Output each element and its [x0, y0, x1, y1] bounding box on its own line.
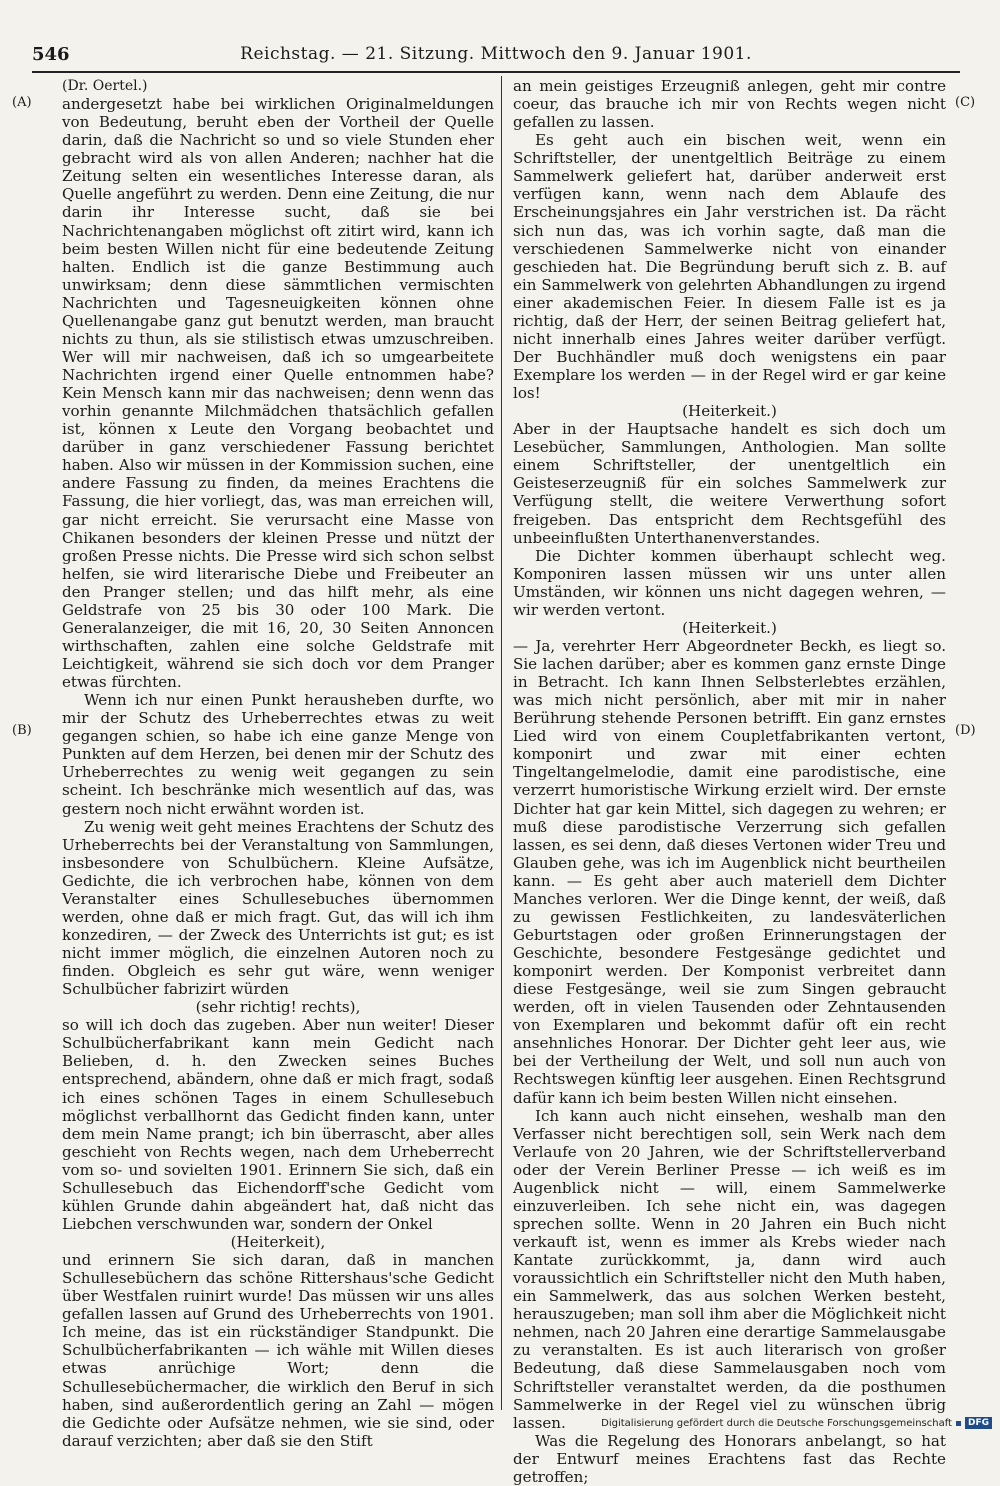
- interjection: (sehr richtig! rechts),: [195, 998, 361, 1017]
- margin-marker-d: (D): [955, 723, 976, 738]
- paragraph: — Ja, verehrter Herr Abgeordneter Beckh, es liegt so. Sie lachen darüber; aber es kommen ganz ernste Dinge in Betracht. Ich kann Ihnen Selbsterlebtes erzählen, was mich nicht persönlich, aber mit mir in naher Berührung stehende Personen betrifft. Ein ganz ernstes Lied wird von einem Coupletfabrikanten vertont, komponirt und zwar mit einer echten Tingeltangelmelodie, damit eine parodistische, eine verzerrt humoristische Wirkung erzielt wird. Der ernste Dichter hat gar kein Mittel, sich dagegen zu wehren; er muß diese parodistische Verzerrung sich gefallen lassen, es sei denn, daß dieses Vertonen wider Treu und Glauben gehe, was ich im Augenblick nicht beurtheilen kann. — Es geht aber auch materiell dem Dichter Manches verloren. Wer die Dinge kennt, der weiß, daß zu gewissen Festlichkeiten, zu landesväterlichen Geburtstagen oder großen Erinnerungstagen der Geschichte, besondere Festgesänge gedichtet und komponirt werden. Der Komponist verbreitet dann diese Festgesänge, weil sie zum Singen gebraucht werden, oft in vielen Tausenden oder Zehntausenden von Exemplaren und bekommt dafür oft ein recht ansehnliches Honorar. Der Dichter geht leer aus, wie bei der Vertheilung der Welt, und soll nun auch von Rechtswegen künftig leer ausgehen. Einen Rechtsgrund dafür kann ich beim besten Willen nicht einsehen.: [513, 636, 946, 1107]
- paragraph: Es geht auch ein bischen weit, wenn ein Schriftsteller, der unentgeltlich Beiträge zu einem Sammelwerk geliefert hat, darüber anderweit erst verfügen kann, wenn nach dem Ablaufe des Erscheinungsjahres ein Jahr verstrichen ist. Da rächt sich nun das, was ich vorhin sagte, daß man die verschiedenen Sammelwerke nicht von einander geschieden hat. Die Begründung beruft sich z. B. auf ein Sammelwerk von gelehrten Abhandlungen zu irgend einer akademischen Feier. In diesem Falle ist es ja richtig, daß der Herr, der seinen Beitrag geliefert hat, nicht innerhalb eines Jahres weiter darüber verfügt. Der Buchhändler muß doch wenigstens ein paar Exemplare los werden — in der Regel wird er gar keine los!: [513, 131, 946, 403]
- paragraph: Aber in der Hauptsache handelt es sich doch um Lesebücher, Sammlungen, Anthologien. Man sollte einem Schriftsteller, der unentgeltlich ein Geisteserzeugniß für ein solches Sammelwerk zur Verfügung stellt, die weitere Verwerthung sofort freigeben. Das entspricht dem Rechtsgefühl des unbeeinflußten Unterthanenverstandes.: [513, 420, 946, 547]
- running-head: Reichstag. — 21. Sitzung. Mittwoch den 9. Januar 1901.: [240, 44, 752, 64]
- page-number: 546: [32, 44, 70, 65]
- paragraph: so will ich doch das zugeben. Aber nun weiter! Dieser Schulbücherfabrikant kann mein Gedicht nach Belieben, d. h. den Zwecken seines Buches entsprechend, abändern, ohne daß er mich fragt, sodaß ich eines schönen Tages in einem Schullesebuch möglichst verballhornt das Gedicht finden kann, unter dem mein Name prangt; ich bin überrascht, aber alles geschieht von Rechts wegen, nach dem Urheberrecht vom so- und sovielten 1901. Erinnern Sie sich, daß ein Schullesebuch das Eichendorff'sche Gedicht vom kühlen Grunde dahin abgeändert hat, daß nicht das Liebchen verschwunden war, sondern der Onkel: [62, 1016, 494, 1233]
- speaker-name: (Dr. Oertel.): [62, 78, 148, 94]
- margin-marker-b: (B): [12, 723, 32, 738]
- credit-text: Digitalisierung gefördert durch die Deutsche Forschungsgemeinschaft: [601, 1418, 952, 1429]
- digitization-credit: [601, 1417, 992, 1429]
- paragraph: Zu wenig weit geht meines Erachtens der Schutz des Urheberrechts bei der Veranstaltung von Sammlungen, insbesondere von Schulbüchern. Kleine Aufsätze, Gedichte, die ich verbrochen habe, können von dem Veranstalter eines Schullesebuches übernommen werden, ohne daß er mich fragt. Gut, das will ich ihm konzediren, — der Zweck des Unterrichts ist gut; es ist nicht immer möglich, die einzelnen Autoren noch zu finden. Obgleich es sehr gut wäre, wenn weniger Schulbücher fabrizirt würden: [62, 817, 494, 999]
- left-column: [62, 77, 494, 1450]
- dfg-logo: DFG: [965, 1417, 992, 1429]
- column-divider: [501, 76, 502, 1410]
- header-rule: [32, 71, 960, 73]
- paragraph: an mein geistiges Erzeugniß anlegen, geht mir contre coeur, das brauche ich mir von Rechts wegen nicht gefallen zu lassen.: [513, 77, 946, 132]
- margin-marker-c: (C): [955, 95, 976, 110]
- margin-marker-a: (A): [12, 95, 32, 110]
- running-header: [32, 44, 960, 68]
- interjection: (Heiterkeit),: [230, 1233, 326, 1251]
- paragraph: Wenn ich nur einen Punkt herausheben durfte, wo mir der Schutz des Urheberrechtes etwas zu weit gegangen schien, so habe ich eine ganze Menge von Punkten auf dem Herzen, bei denen mir der Schutz des Urheberrechtes zu wenig weit gegangen zu sein scheint. Ich beschränke mich wesentlich auf das, was gestern noch nicht erwähnt worden ist.: [62, 691, 494, 818]
- right-column: [513, 77, 946, 1486]
- interjection: (Heiterkeit.): [682, 618, 777, 637]
- paragraph: andergesetzt habe bei wirklichen Originalmeldungen von Bedeutung, beruht eben der Vortheil der Quelle darin, daß die Nachricht so und so viele Stunden eher gebracht wird als von allen Anderen; nachher hat die Zeitung selten ein wesentliches Interesse daran, als Quelle angeführt zu werden. Denn eine Zeitung, die nur darin ihr Interesse sucht, daß sie bei Nachrichtenangaben möglichst oft zitirt wird, kann ich beim besten Willen nicht für eine bedeutende Zeitung halten. Endlich ist die ganze Bestimmung auch unwirksam; denn diese sämmtlichen vermischten Nachrichten und Tagesneuigkeiten können ohne Quellenangabe ganz gut benutzt werden, man braucht nichts zu thun, als sie stilistisch etwas umzuschreiben. Wer will mir nachweisen, daß ich so umgearbeitete Nachrichten irgend einer Quelle entnommen habe? Kein Mensch kann mir das nachweisen; denn wenn das vorhin genannte Milchmädchen thatsächlich gefallen ist, können x Leute den Vorgang beobachtet und darüber in ganz verschiedener Fassung berichtet haben. Also wir müssen in der Kommission suchen, eine andere Fassung zu finden, da meines Erachtens die Fassung, die hier vorliegt, das, was man erreichen will, gar nicht erreicht. Sie verursacht eine Masse von Chikanen besonders der kleinen Presse und nützt der großen Presse nichts. Die Presse wird sich schon selbst helfen, sie wird literarische Diebe und Freibeuter an den Pranger stellen; und das hilft mehr, als eine Geldstrafe von 25 bis 30 oder 100 Mark. Die Generalanzeiger, die mit 16, 20, 30 Seiten Annoncen wirthschaften, zahlen eine solche Geldstrafe mit Leichtigkeit, während sie sich doch vor dem Pranger etwas fürchten.: [62, 95, 494, 692]
- paragraph: Die Dichter kommen überhaupt schlecht weg. Komponiren lassen müssen wir uns unter allen Umständen, wir können uns nicht dagegen wehren, — wir werden vertont.: [513, 546, 946, 619]
- paragraph: und erinnern Sie sich daran, daß in manchen Schullesebüchern das schöne Rittershaus'sche Gedicht über Westfalen ruinirt wurde! Das müssen wir uns alles gefallen lassen auf Grund des Urheberrechts von 1901. Ich meine, das ist ein rückständiger Standpunkt. Die Schulbücherfabrikanten — ich wähle mit Willen dieses etwas anrüchige Wort; denn die Schullesebüchermacher, die wirklich den Beruf in sich haben, sind außerordentlich gering an Zahl — mögen die Gedichte oder Aufsätze nehmen, wie sie sind, oder darauf verzichten; aber daß sie den Stift: [62, 1251, 494, 1450]
- separator-dot-icon: [956, 1421, 961, 1426]
- paragraph: Was die Regelung des Honorars anbelangt, so hat der Entwurf meines Erachtens fast das Rechte getroffen;: [513, 1431, 946, 1486]
- paragraph: Ich kann auch nicht einsehen, weshalb man den Verfasser nicht berechtigen soll, sein Werk nach dem Verlaufe von 20 Jahren, wie der Schriftstellerverband oder der Verein Berliner Presse — ich weiß es im Augenblick nicht — will, einem Sammelwerke einzuverleiben. Ich sehe nicht ein, was dagegen sprechen sollte. Wenn in 20 Jahren ein Buch nicht verkauft ist, wenn es immer als Krebs wieder nach Kantate zurückkommt, ja, dann wird auch voraussichtlich ein Schriftsteller nicht den Muth haben, ein Sammelwerk, das aus solchen Werken besteht, herauszugeben; man soll ihm aber die Möglichkeit nicht nehmen, nach 20 Jahren eine derartige Sammelausgabe zu veranstalten. Es ist auch literarisch von großer Bedeutung, daß diese Sammelausgaben noch vom Schriftsteller veranstaltet werden, da die posthumen Sammelwerke in der Regel viel zu wünschen übrig lassen.: [513, 1106, 946, 1432]
- interjection: (Heiterkeit.): [682, 402, 777, 421]
